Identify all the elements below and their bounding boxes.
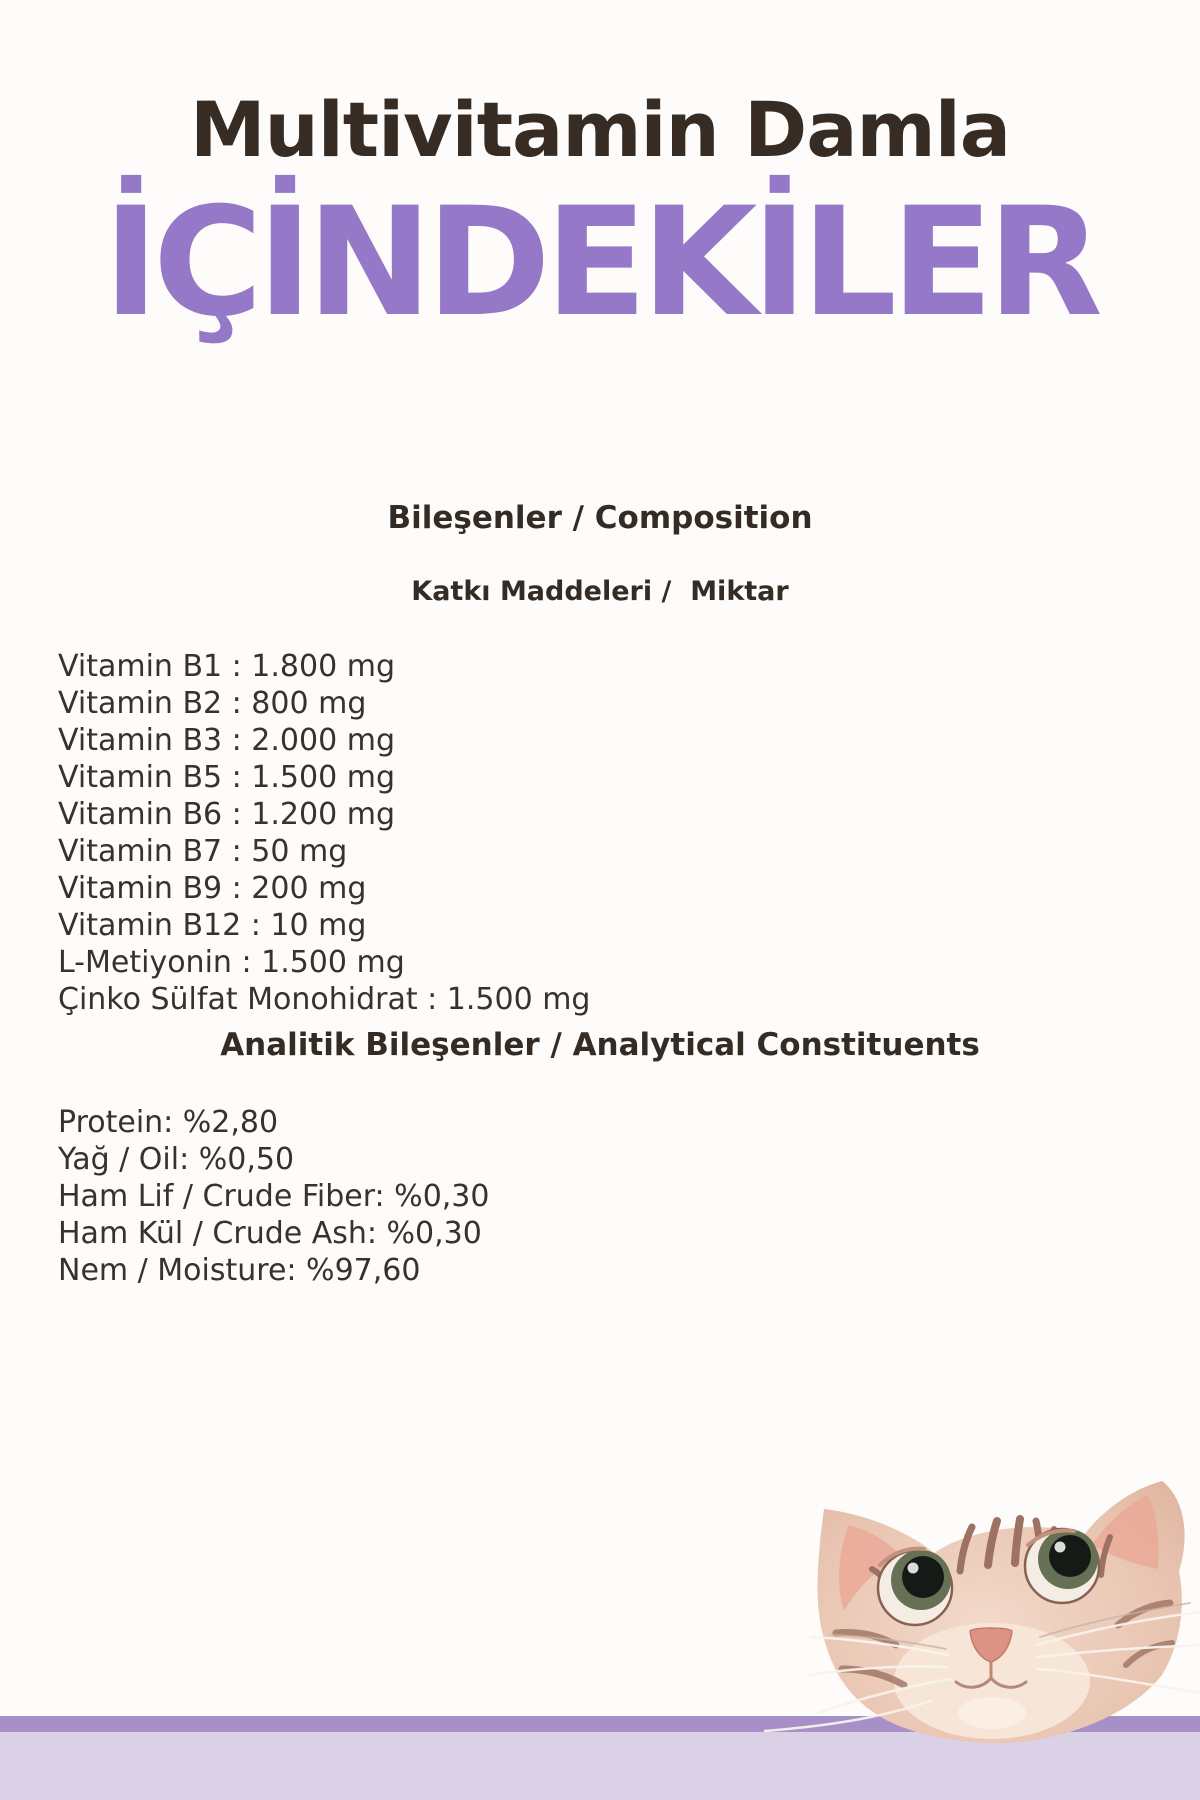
product-title: Multivitamin Damla	[189, 85, 1011, 174]
list-item: Çinko Sülfat Monohidrat : 1.500 mg	[58, 982, 591, 1017]
additives-subheading: Katkı Maddeleri / Miktar	[411, 576, 789, 607]
tabby-cat-icon	[760, 1473, 1200, 1750]
list-item: Vitamin B7 : 50 mg	[58, 834, 348, 869]
analytical-heading: Analitik Bileşenler / Analytical Constituents	[220, 1027, 980, 1063]
list-item: Vitamin B6 : 1.200 mg	[58, 797, 395, 832]
vitamin-list	[58, 648, 590, 1018]
list-item: Protein: %2,80	[58, 1105, 279, 1140]
list-item: Ham Lif / Crude Fiber: %0,30	[58, 1179, 490, 1214]
list-item: Vitamin B9 : 200 mg	[58, 871, 367, 906]
composition-heading: Bileşenler / Composition	[387, 500, 813, 536]
list-item: Ham Kül / Crude Ash: %0,30	[58, 1216, 482, 1251]
list-item: Yağ / Oil: %0,50	[58, 1142, 295, 1177]
list-item: Vitamin B1 : 1.800 mg	[58, 649, 395, 684]
contents-title: İÇİNDEKİLER	[103, 176, 1097, 350]
list-item: Vitamin B5 : 1.500 mg	[58, 760, 395, 795]
cat-photo	[760, 1473, 1200, 1750]
list-item: Vitamin B3 : 2.000 mg	[58, 723, 395, 758]
list-item: Vitamin B12 : 10 mg	[58, 908, 367, 943]
list-item: Vitamin B2 : 800 mg	[58, 686, 367, 721]
analytical-list	[58, 1104, 489, 1289]
list-item: L-Metiyonin : 1.500 mg	[58, 945, 405, 980]
list-item: Nem / Moisture: %97,60	[58, 1253, 421, 1288]
